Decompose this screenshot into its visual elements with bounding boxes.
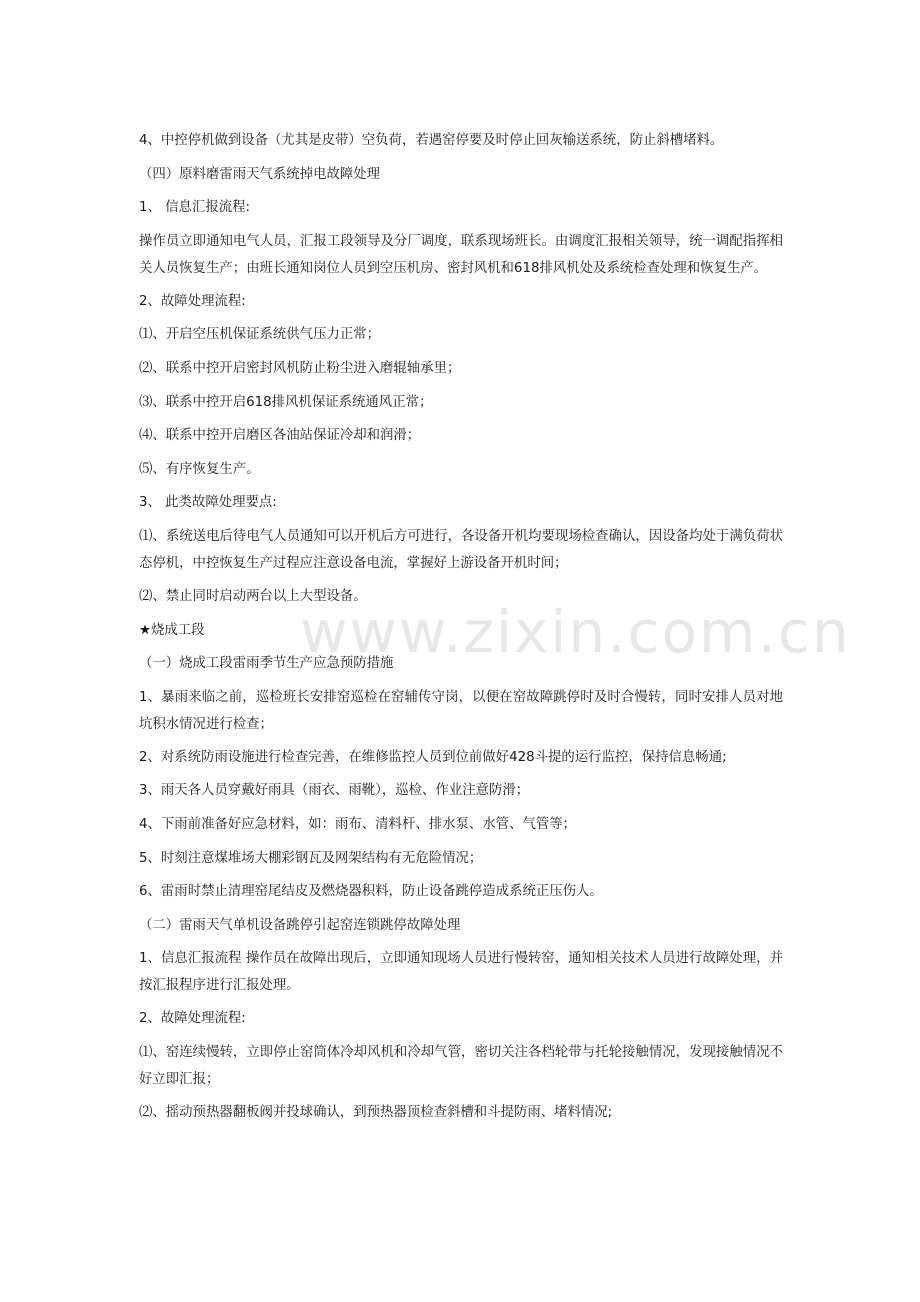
list-item: ⑴、系统送电后待电气人员通知可以开机后方可进行，各设备开机均要现场检查确认，因设备均处于满负荷状态停机，中控恢复生产过程应注意设备电流，掌握好上游设备开机时间； (139, 528, 783, 571)
list-item: ⑸、有序恢复生产。 (139, 461, 260, 477)
list-item: 1、信息汇报流程 操作员在故障出现后，立即通知现场人员进行慢转窑，通知相关技术人员进行故障处理，并按汇报程序进行汇报处理。 (139, 951, 783, 994)
list-item: 4、下雨前准备好应急材料，如：雨布、清料杆、排水泵、水管、气管等； (139, 816, 577, 832)
section-heading: （四）原料磨雷雨天气系统掉电故障处理 (139, 166, 381, 182)
text-line: 3、 此类故障处理要点: (139, 495, 277, 511)
section-heading: （一）烧成工段雷雨季节生产应急预防措施 (139, 656, 394, 672)
list-item: 3、雨天各人员穿戴好雨具（雨衣、雨靴），巡检、作业注意防滑； (139, 783, 530, 799)
list-item: 5、时刻注意煤堆场大棚彩钢瓦及网架结构有无危险情况； (139, 850, 483, 866)
list-item: ⑶、联系中控开启618排风机保证系统通风正常； (139, 394, 433, 410)
list-item: 1、暴雨来临之前，巡检班长安排窑巡检在窑辅传守岗，以便在窑故障跳停时及时合慢转，同时安排人员对地坑积水情况进行检查； (139, 689, 783, 732)
list-item: ⑵、联系中控开启密封风机防止粉尘进入磨辊轴承里； (139, 360, 461, 376)
list-item: ⑷、联系中控开启磨区各油站保证冷却和润滑； (139, 428, 421, 444)
text-line: 4、中控停机做到设备（尤其是皮带）空负荷，若遇窑停要及时停止回灰输送系统，防止斜槽堵料。 (139, 133, 724, 148)
section-heading: （二）雷雨天气单机设备跳停引起窑连锁跳停故障处理 (139, 917, 461, 933)
text-line: 1、 信息汇报流程: (139, 200, 251, 216)
list-item: ⑴、开启空压机保证系统供气压力正常； (139, 327, 381, 343)
text-line: 2、故障处理流程: (139, 1011, 246, 1027)
list-item: ⑴、窑连续慢转，立即停止窑筒体冷却风机和冷却气管，密切关注各档轮带与托轮接触情况，发现接触情况不好立即汇报； (139, 1044, 783, 1087)
text-line: 2、故障处理流程: (139, 293, 246, 309)
list-item: 6、雷雨时禁止清理窑尾结皮及燃烧器积料，防止设备跳停造成系统正压伤人。 (139, 884, 603, 900)
document-body (139, 124, 783, 1129)
section-title: ★烧成工段 (139, 622, 205, 638)
list-item: 2、对系统防雨设施进行检查完善，在维修监控人员到位前做好428斗提的运行监控，保持信息畅通; (139, 749, 727, 765)
list-item: ⑵、禁止同时启动两台以上大型设备。 (139, 588, 367, 604)
list-item: ⑵、摇动预热器翻板阀并投球确认，到预热器顶检查斜槽和斗提防雨、堵料情况; (139, 1104, 613, 1120)
watermark: www.zixin.com.cn (300, 598, 851, 666)
paragraph: 操作员立即通知电气人员，汇报工段领导及分厂调度，联系现场班长。由调度汇报相关领导，统一调配指挥相关人员恢复生产；由班长通知岗位人员到空压机房、密封风机和618排风机处及系统检查处理和恢复生产。 (139, 233, 783, 276)
